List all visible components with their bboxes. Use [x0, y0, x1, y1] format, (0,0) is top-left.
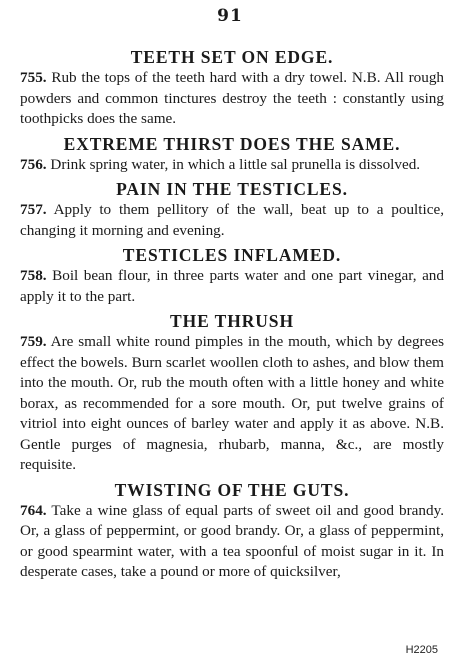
- entry-text: Boil bean flour, in three parts water and one part vinegar, and apply it to the part.: [20, 267, 444, 305]
- entry-text: Drink spring water, in which a little sal prunella is dissolved.: [50, 155, 421, 173]
- page-body: [20, 46, 444, 586]
- entry-number: 755.: [20, 69, 47, 86]
- entry-759: [20, 332, 444, 476]
- entry-number: 759.: [20, 333, 47, 350]
- entry-text: Take a wine glass of equal parts of sweet oil and good brandy. Or, a glass of peppermint, or good brandy. Or, a glass of peppermint, or good spearmint water, with a tea spoonful of moist sugar in it. In desperate cases, take a pound or more of quicksilver,: [20, 501, 445, 580]
- heading-teeth-set-on-edge: TEETH SET ON EDGE.: [130, 47, 334, 67]
- entry-755: [20, 68, 444, 130]
- entry-757: [20, 200, 444, 241]
- entry-764: [20, 501, 444, 583]
- entry-number: 758.: [20, 267, 47, 284]
- heading-the-thrush: THE THRUSH: [170, 311, 294, 331]
- heading-testicles-inflamed: TESTICLES INFLAMED.: [122, 245, 342, 265]
- heading-pain-in-testicles: PAIN IN THE TESTICLES.: [116, 179, 348, 199]
- entry-number: 764.: [20, 501, 47, 519]
- heading-extreme-thirst: EXTREME THIRST DOES THE SAME.: [63, 133, 401, 154]
- catalog-id: H2205: [405, 644, 438, 656]
- entry-text: Apply to them pellitory of the wall, beat up to a poultice, changing it morning and evening.: [20, 201, 444, 239]
- entry-text: Are small white round pimples in the mouth, which by degrees effect the bowels. Burn scarlet woollen cloth to ashes, and blow them into the mouth. Or, rub the mouth often with a little honey and white borax, as recommended for a sore mouth. Or, put twelve grains of vitriol into eight ounces of barley water and apply it as above. N.B. Gentle purges of magnesia, rhubarb, manna, &c., are mostly requisite.: [20, 333, 444, 473]
- heading-twisting-of-guts: TWISTING OF THE GUTS.: [114, 479, 350, 500]
- entry-number: 756.: [20, 155, 47, 173]
- entry-number: 757.: [20, 201, 47, 218]
- entry-text: Rub the tops of the teeth hard with a dry towel. N.B. All rough powders and common tinctures destroy the teeth : constantly using toothpicks does the same.: [20, 69, 445, 127]
- entry-758: [20, 266, 444, 307]
- entry-756: [20, 155, 444, 176]
- page-number: 91: [217, 6, 243, 26]
